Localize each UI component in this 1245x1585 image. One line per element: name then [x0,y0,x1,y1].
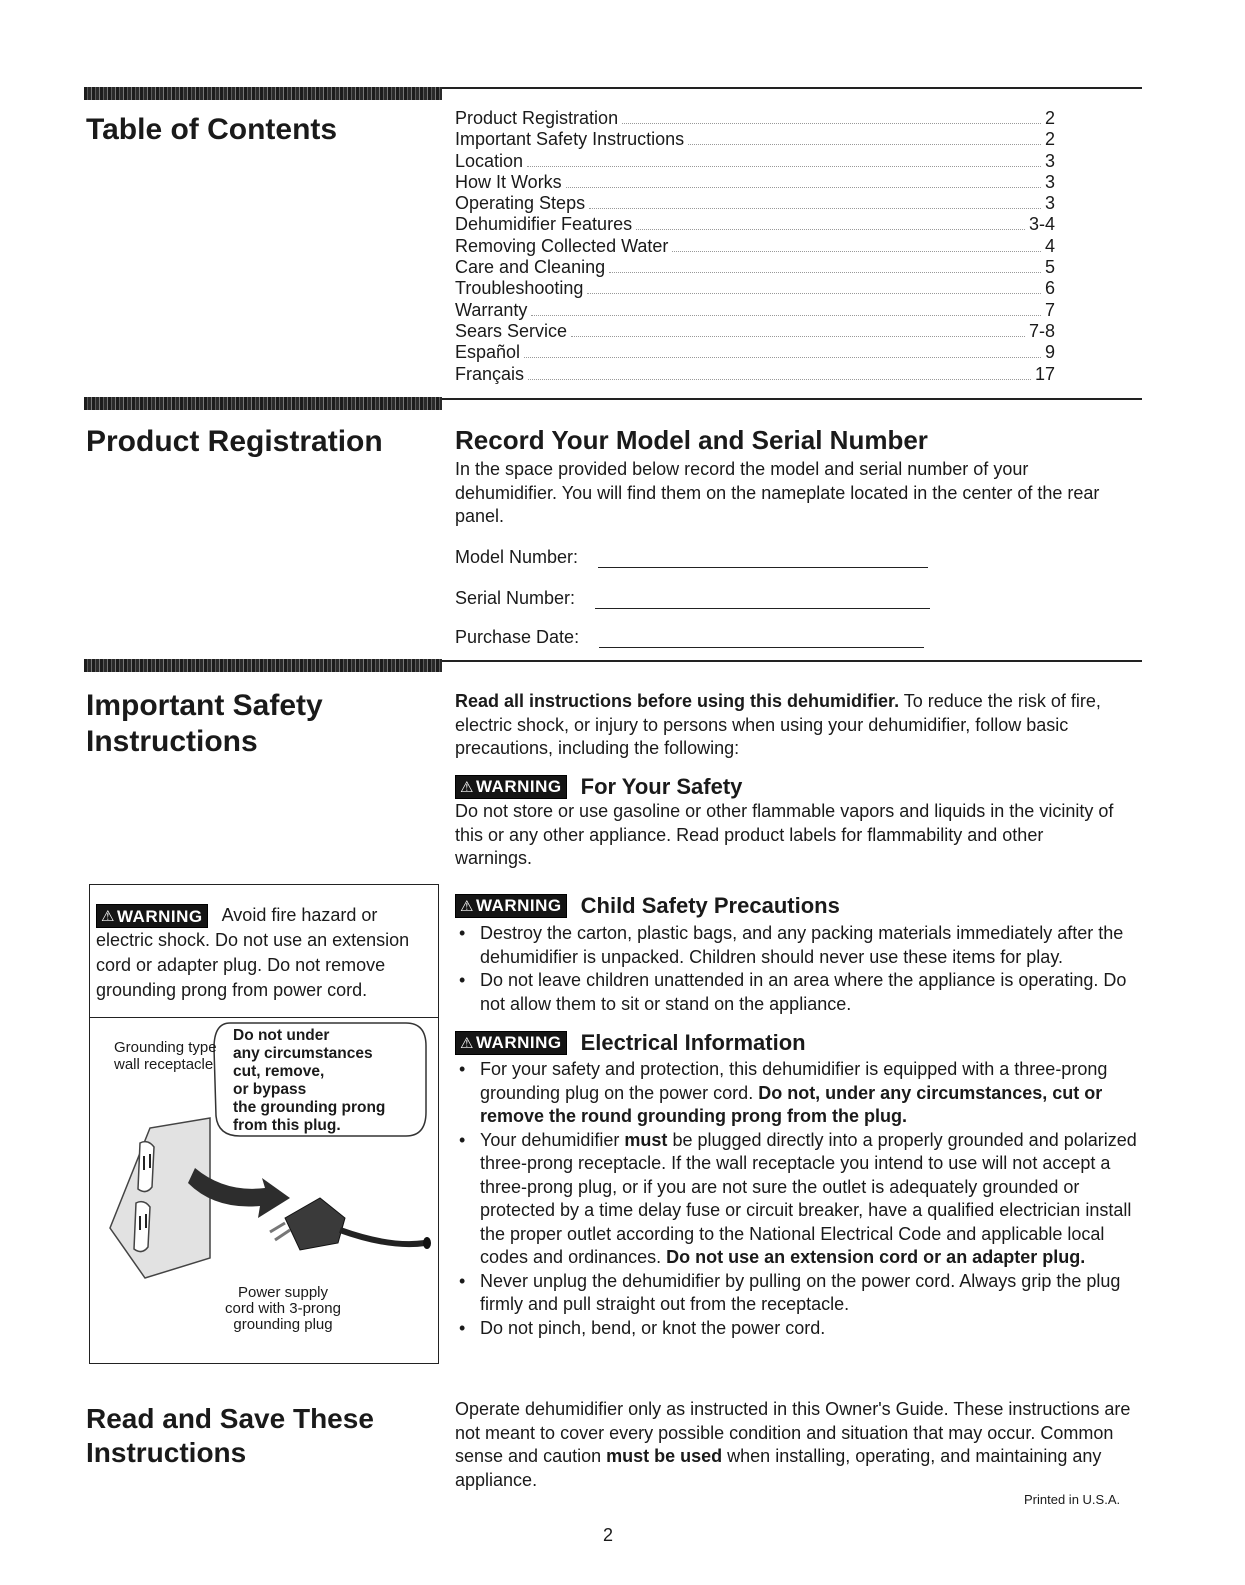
toc-leader-dots [636,228,1025,230]
power-cord-label [198,1285,368,1333]
electrical-list [455,1058,1140,1340]
read-save-line1: Read and Save These [86,1403,374,1434]
receptacle-outlet-top [138,1142,154,1192]
toc-row [455,236,1055,257]
toc-entry-page: 17 [1034,363,1055,384]
toc-list [455,108,1055,385]
for-safety-body: Do not store or use gasoline or other flammable vapors and liquids in the vicinity of this or any other appliance. Read product labels for flammability and other warnings. [455,801,1114,868]
list-item: • Do not pinch, bend, or knot the power cord. [455,1317,1140,1341]
warning-badge-label: WARNING [475,777,562,796]
section-rule-toc [442,87,1142,89]
model-number-line [598,566,928,568]
toc-entry-title: Troubleshooting [455,278,584,299]
section-bar-registration [84,397,442,410]
toc-entry-page: 2 [1044,129,1055,150]
callout-line: the grounding prong [233,1099,386,1116]
grounding-warning-text [96,903,434,1003]
elec-2-bold-d: Do not use an extension cord or an adapter plug. [666,1247,1086,1267]
list-item [455,1129,1140,1270]
toc-leader-dots [571,335,1025,337]
safety-intro-bold: Read all instructions before using this dehumidifier. [455,691,900,711]
child-safety-header [455,893,840,919]
warning-badge [455,1031,567,1055]
list-item: • Never unplug the dehumidifier by pulling on the power cord. Always grip the plug firmly and pull straight out from the receptacle. [455,1270,1140,1317]
toc-entry-page: 3 [1044,193,1055,214]
list-item: • Do not leave children unattended in an area where the appliance is operating. Do not allow them to sit or stand on the appliance. [455,969,1140,1016]
toc-row [455,172,1055,193]
toc-entry-page: 6 [1044,278,1055,299]
toc-row [455,151,1055,172]
toc-entry-page: 5 [1044,257,1055,278]
power-cord-label-line3: grounding plug [233,1316,333,1333]
elec-1-text: For your safety and protection, this dehumidifier is equipped with a three-prong grounding plug on the power cord. [480,1059,1108,1103]
toc-row [455,257,1055,278]
warning-badge [455,894,567,918]
toc-row [455,278,1055,299]
closing-text-a: Operate dehumidifier only as instructed in this Owner's Guide. These instructions are not meant to cover every possible condition and situation that may occur. Common sense and caution [455,1399,1131,1466]
toc-entry-page: 7 [1044,299,1055,320]
toc-entry-title: Warranty [455,299,528,320]
toc-entry-page: 3-4 [1028,214,1055,235]
grounding-warning-text-area [90,885,438,1018]
read-save-title [86,1402,374,1470]
serial-number-line [595,607,930,609]
receptacle-label-line2: wall receptacle [114,1056,214,1073]
warning-badge [455,775,567,799]
purchase-date-line [599,646,924,648]
registration-heading: Record Your Model and Serial Number [455,425,928,455]
list-item [455,1058,1140,1129]
toc-entry-title: Sears Service [455,320,568,341]
child-safety-list [455,922,1140,1016]
toc-entry-page: 7-8 [1028,320,1055,341]
safety-title [86,688,323,760]
toc-entry-page: 2 [1044,108,1055,128]
toc-entry-title: Dehumidifier Features [455,214,633,235]
toc-entry-title: Care and Cleaning [455,257,606,278]
toc-leader-dots [528,378,1031,380]
elec-1-bold: Do not, under any circumstances, cut or remove the round grounding prong from the plug. [480,1082,1103,1126]
warning-triangle-icon: ⚠ [460,1035,474,1052]
warning-badge-label: WARNING [116,906,203,926]
toc-leader-dots [531,314,1041,316]
toc-leader-dots [589,207,1041,209]
toc-leader-dots [524,356,1041,358]
printed-in-usa: Printed in U.S.A. [1024,1492,1121,1507]
receptacle-label [114,1039,217,1073]
elec-2-bold-must: must [624,1129,668,1150]
toc-title: Table of Contents [86,113,338,146]
toc-entry-title: Removing Collected Water [455,235,669,256]
power-cord-shape [340,1230,425,1244]
toc-entry-page: 3 [1044,171,1055,192]
for-safety-header [455,774,742,800]
for-safety-heading: For Your Safety [580,774,743,799]
toc-row [455,214,1055,235]
toc-entry-title: Operating Steps [455,193,586,214]
child-safety-heading: Child Safety Precautions [580,893,840,918]
toc-leader-dots [622,122,1041,124]
toc-leader-dots [688,143,1041,145]
toc-entry-title: Français [455,363,525,384]
callout-line: any circumstances [233,1045,373,1062]
toc-entry-title: How It Works [455,171,562,192]
toc-leader-dots [566,186,1041,188]
toc-row [455,364,1055,385]
grounding-warning-box [89,884,439,1364]
section-rule-safety [442,660,1142,662]
toc-leader-dots [672,250,1041,252]
warning-triangle-icon: ⚠ [101,907,115,925]
toc-leader-dots [527,165,1041,167]
toc-entry-title: Español [455,342,521,363]
toc-row [455,300,1055,321]
model-number-field[interactable] [455,546,928,568]
toc-entry-page: 3 [1044,150,1055,171]
callout-line: or bypass [233,1081,307,1098]
receptacle-label-line1: Grounding type [114,1039,217,1056]
warning-triangle-icon: ⚠ [460,898,474,915]
warning-triangle-icon: ⚠ [460,779,474,796]
toc-entry-title: Product Registration [455,108,619,128]
warning-badge-label: WARNING [475,1033,562,1052]
safety-title-line2: Instructions [86,725,258,758]
toc-entry-title: Important Safety Instructions [455,129,685,150]
grounding-warning-copy: Avoid fire hazard or electric shock. Do not use an extension cord or adapter plug. Do not remove grounding prong from power cord. [96,905,410,1001]
power-plug-shape [285,1198,345,1250]
callout-line: cut, remove, [233,1063,325,1080]
warning-badge [96,904,208,928]
toc-leader-dots [609,271,1041,273]
section-rule-registration [442,398,1142,400]
electrical-heading: Electrical Information [580,1030,806,1055]
toc-row [455,108,1055,129]
safety-intro-rest: To reduce the risk of fire, electric shock, or injury to persons when using your dehumidifier, follow basic precautions, including the following: [455,691,1101,758]
power-cord-label-line2: cord with 3-prong [225,1300,341,1317]
toc-row [455,193,1055,214]
closing-bold: must be used [606,1446,723,1466]
callout-line: from this plug. [233,1117,341,1134]
read-save-line2: Instructions [86,1437,247,1468]
electrical-header [455,1030,806,1056]
toc-entry-title: Location [455,150,524,171]
toc-entry-page: 9 [1044,342,1055,363]
warning-badge-label: WARNING [475,896,562,915]
safety-title-line1: Important Safety [86,689,323,722]
toc-row [455,129,1055,150]
registration-title: Product Registration [86,425,383,458]
toc-row [455,342,1055,363]
wall-plate-shape [110,1118,210,1278]
power-cord-label-line1: Power supply [237,1284,329,1301]
serial-number-field[interactable] [455,587,930,609]
closing-paragraph [455,1398,1145,1492]
callout-text [233,1027,385,1135]
closing-text-c: when installing, operating, and maintaining any appliance. [455,1446,1102,1490]
model-number-label: Model Number: [455,547,579,567]
safety-intro [455,690,1125,761]
registration-body: In the space provided below record the model and serial number of your dehumidifier. You will find them on the nameplate located in the center of the rear panel. [455,459,1100,526]
purchase-date-field[interactable] [455,626,924,648]
receptacle-outlet-bottom [134,1202,150,1252]
callout-line: Do not under [233,1027,330,1044]
list-item: • Destroy the carton, plastic bags, and any packing materials immediately after the dehumidifier is unpacked. Children should never use these items for play. [455,922,1140,969]
elec-2-text-c: be plugged directly into a properly grounded and polarized three-prong receptacle. If the wall receptacle you intend to use will not accept a three-prong plug, or if you are not sure the outlet is adequately grounded or protected by a time delay fuse or circuit breaker, have a qualified electrician install the proper outlet according to the National Electrical Code and applicable local codes and ordinances. [480,1129,1137,1267]
toc-row [455,321,1055,342]
elec-2-text-a: Your dehumidifier [480,1129,625,1150]
toc-leader-dots [587,292,1041,294]
toc-entry-page: 4 [1044,235,1055,256]
purchase-date-label: Purchase Date: [455,627,580,647]
section-bar-toc [84,87,442,100]
serial-number-label: Serial Number: [455,588,576,608]
section-bar-safety [84,659,442,672]
page-number: 2 [603,1525,614,1545]
